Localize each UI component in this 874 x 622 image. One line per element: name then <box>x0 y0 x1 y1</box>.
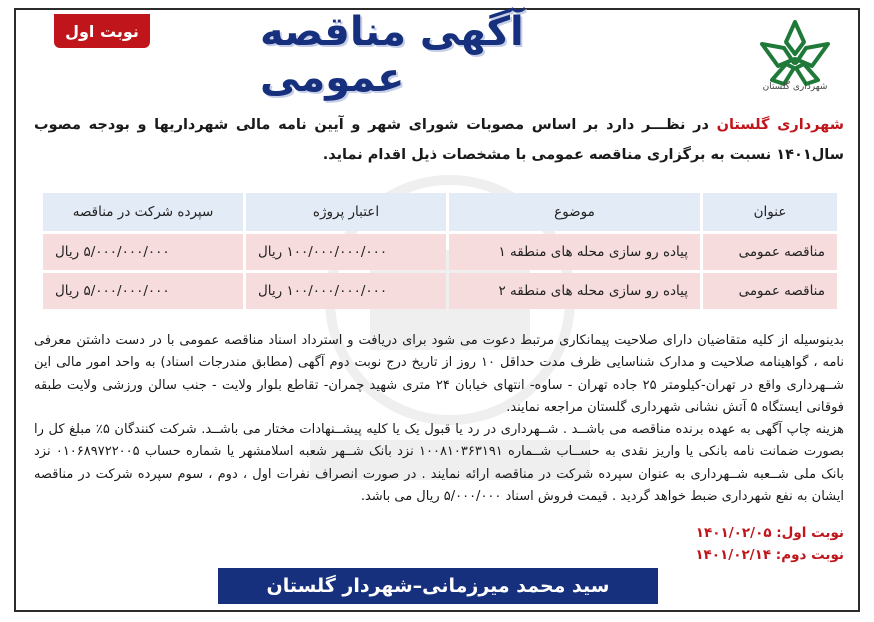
table-row <box>43 273 837 309</box>
cell-subject: پیاده رو سازی محله های منطقه ۱ <box>449 234 700 270</box>
cell-title: مناقصه عمومی <box>703 273 837 309</box>
table-header-row <box>43 193 837 231</box>
intro-paragraph <box>34 110 844 170</box>
logo-caption: شهرداری گلستان <box>762 82 828 92</box>
tender-table <box>40 190 840 312</box>
table-row <box>43 234 837 270</box>
cell-project-credit: ۱۰۰/۰۰۰/۰۰۰/۰۰۰ ریال <box>246 273 446 309</box>
title-container <box>260 9 660 101</box>
body-paragraph-1: بدینوسیله از کلیه متقاضیان دارای صلاحیت پیمانکاری مرتبط دعوت می شود برای دریافت و استرداد اسناد مناقصه عمومی با در دست داشتن معرفی نامه ، گواهینامه صلاحیت و مدارک شناسایی ظرف مدت حداقل ۱۰ روز از تاریخ درج نوبت دوم آگهی (مطابق مندرجات اسناد) به واحد امور مالی این شــهرداری واقع در تهران-کیلومتر ۲۵ جاده تهران - ساوه- انتهای خیابان ۲۴ متری شهید چمران- تقاطع بلوار ولایت - جنب سالن ورزشی ولایت طبقه فوقانی ایستگاه ۵ آتش نشانی شهرداری گلستان مراجعه نمایند. <box>34 333 845 415</box>
header-title: عنوان <box>703 193 837 231</box>
mayor-signature-banner: سید محمد میرزمانی–شهردار گلستان <box>218 568 658 604</box>
cell-deposit: ۵/۰۰۰/۰۰۰/۰۰۰ ریال <box>43 234 243 270</box>
header-project-credit: اعتبار پروژه <box>246 193 446 231</box>
cell-deposit: ۵/۰۰۰/۰۰۰/۰۰۰ ریال <box>43 273 243 309</box>
second-round-date: نوبت دوم: ۱۴۰۱/۰۲/۱۴ <box>695 547 844 563</box>
first-round-date: نوبت اول: ۱۴۰۱/۰۲/۰۵ <box>695 525 844 541</box>
header-deposit: سپرده شرکت در مناقصه <box>43 193 243 231</box>
header-subject: موضوع <box>449 193 700 231</box>
cell-project-credit: ۱۰۰/۰۰۰/۰۰۰/۰۰۰ ریال <box>246 234 446 270</box>
notice-title: آگهی مناقصه عمومی <box>260 9 524 101</box>
org-name: شهرداری گلستان <box>716 117 844 133</box>
round-badge: نوبت اول <box>54 14 150 48</box>
publish-dates <box>695 522 844 566</box>
body-paragraph-2: هزینه چاپ آگهی به عهده برنده مناقصه می باشــد . شــهرداری در رد یا قبول یک یا کلیه پیشــنهادات مختار می باشــد. شرکت کنندگان ۵٪ مبلغ کل را بصورت ضمانت نامه بانکی یا واریز نقدی به حســاب شــماره ۱۰۰۸۱۰۳۶۳۱۹۱ نزد بانک شــهر شعبه اسلامشهر یا شماره حساب ۰۱۰۶۸۹۷۲۲۰۰۵ نزد بانک ملی شــعبه شــهرداری به عنوان سپرده شرکت در مناقصه ارائه نمایند . در صورت انصراف نفرات اول ، دوم ، سوم سپرده شرکت در مناقصه ایشان به نفع شهرداری ضبط خواهد گردید . قیمت فروش اسناد ۵/۰۰۰/۰۰۰ ریال می باشد. <box>34 422 844 505</box>
cell-title: مناقصه عمومی <box>703 234 837 270</box>
body-text <box>34 330 844 508</box>
cell-subject: پیاده رو سازی محله های منطقه ۲ <box>449 273 700 309</box>
intro-text: در نظـــر دارد بر اساس مصوبات شورای شهر و آیین نامه مالی شهرداریها و بودجه مصوب سال۱۴۰۱ نسبت به برگزاری مناقصه عمومی با مشخصات ذیل اقدام نماید. <box>34 117 844 163</box>
